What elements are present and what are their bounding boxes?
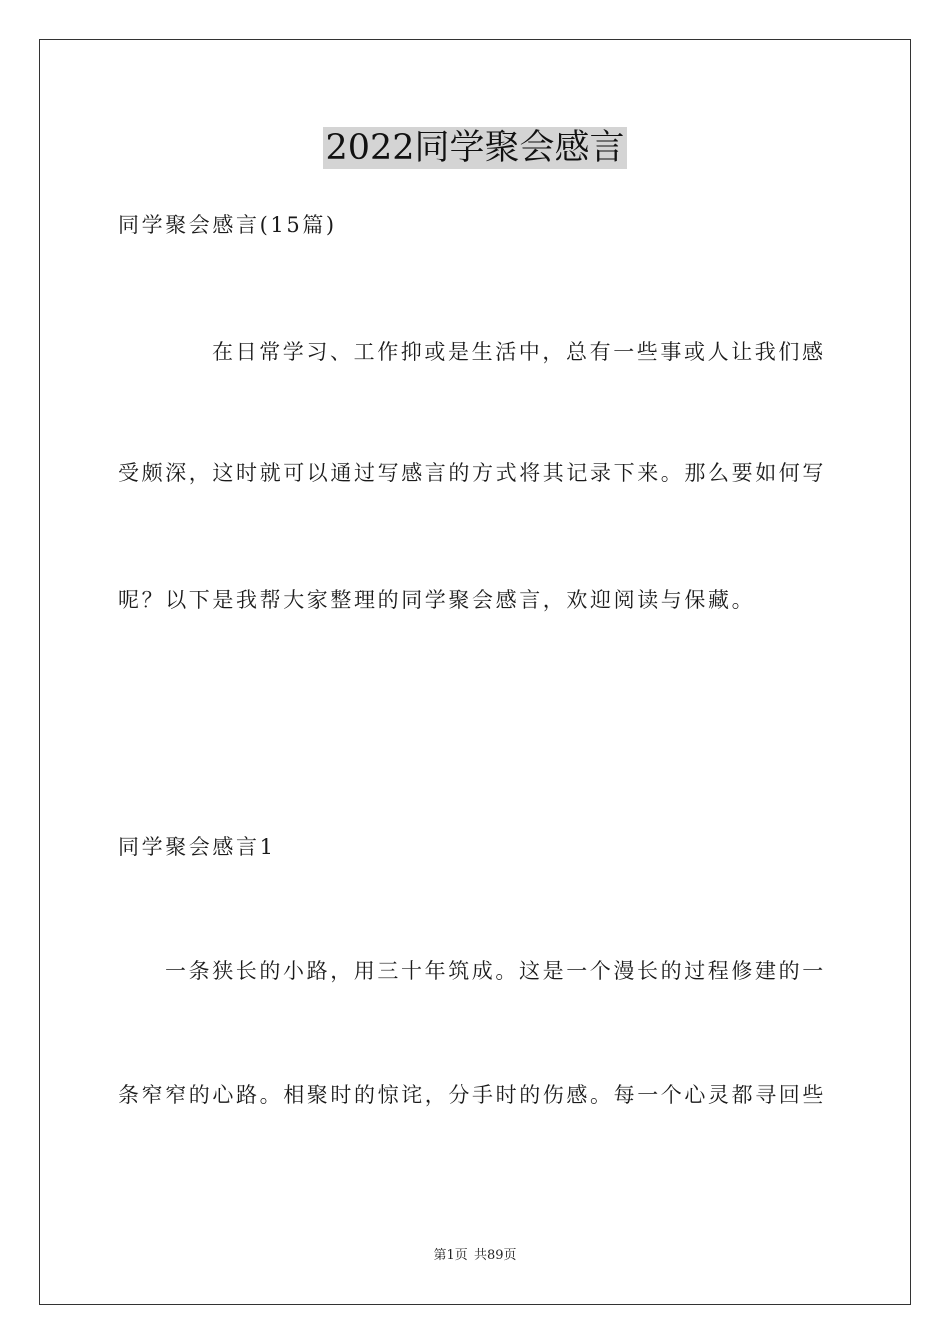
page-number: 第1页 (433, 1248, 468, 1263)
document-subtitle: 同学聚会感言(15篇) (118, 213, 337, 237)
title-container (0, 127, 950, 169)
document-title: 2022同学聚会感言 (325, 128, 625, 168)
page-total: 共89页 (473, 1248, 517, 1263)
intro-line-2: 受颇深，这时就可以通过写感言的方式将其记录下来。那么要如何写 (118, 461, 826, 485)
intro-line-1: 在日常学习、工作抑或是生活中，总有一些事或人让我们感 (212, 340, 826, 364)
section-line-2: 条窄窄的心路。相聚时的惊诧，分手时的伤感。每一个心灵都寻回些 (118, 1083, 826, 1107)
section-line-1: 一条狭长的小路，用三十年筑成。这是一个漫长的过程修建的一 (165, 959, 826, 983)
section-heading: 同学聚会感言1 (118, 835, 276, 859)
intro-line-3: 呢？以下是我帮大家整理的同学聚会感言，欢迎阅读与保藏。 (118, 588, 756, 612)
page-footer (0, 1248, 950, 1264)
